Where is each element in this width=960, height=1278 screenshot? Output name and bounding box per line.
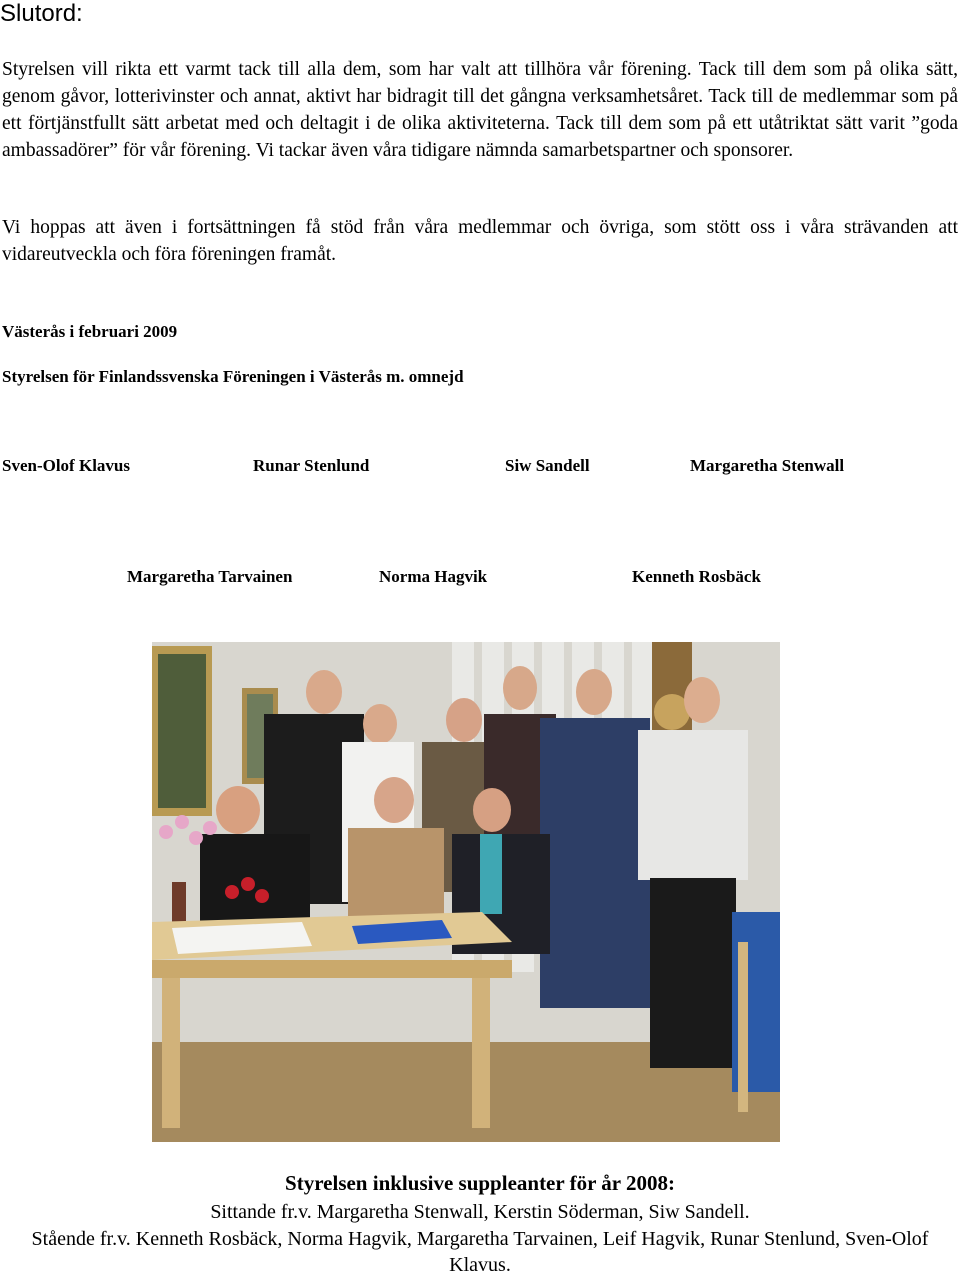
closing-paragraph-2: Vi hoppas att även i fortsättningen få stöd från våra medlemmar och övriga, som stött oss i våra strävanden att vidareutveckla och föra föreningen framåt. [2, 217, 958, 265]
signature-name: Norma Hagvik [379, 567, 488, 586]
signature-name: Kenneth Rosbäck [632, 567, 761, 586]
closing-paragraph-1: Styrelsen vill rikta ett varmt tack till alla dem, som har valt att tillhöra vår förening. Tack till dem som på olika sätt, genom gåvor, lotterivinster och annat, aktivt har bidragit till det gångna verksamhetsåret. Tack till de medlemmar som på ett förtjänstfullt sätt arbetat med och deltagit i de olika aktiviteterna. Tack till dem som på ett utåtriktat sätt varit ”goda ambassadörer” för vår förening. Vi tackar även våra tidigare nämnda samarbetspartner och sponsorer. [2, 59, 958, 161]
signature-name: Runar Stenlund [253, 456, 370, 475]
signature-name: Siw Sandell [505, 456, 590, 475]
page-heading: Slutord: [0, 0, 83, 27]
signature-name: Margaretha Tarvainen [127, 567, 293, 586]
photo-caption-title: Styrelsen inklusive suppleanter för år 2008: [285, 1171, 675, 1195]
photo-caption-seated: Sittande fr.v. Margaretha Stenwall, Kerstin Söderman, Siw Sandell. [210, 1201, 750, 1223]
group-photo [152, 642, 780, 1142]
place-date: Västerås i februari 2009 [2, 322, 178, 341]
photo-caption-standing: Stående fr.v. Kenneth Rosbäck, Norma Hagvik, Margaretha Tarvainen, Leif Hagvik, Runar Stenlund, Sven-Olof Klavus. [31, 1228, 929, 1276]
board-signature-line: Styrelsen för Finlandssvenska Föreningen i Västerås m. omnejd [2, 367, 464, 386]
signature-name: Sven-Olof Klavus [2, 456, 130, 475]
signature-name: Margaretha Stenwall [690, 456, 845, 475]
